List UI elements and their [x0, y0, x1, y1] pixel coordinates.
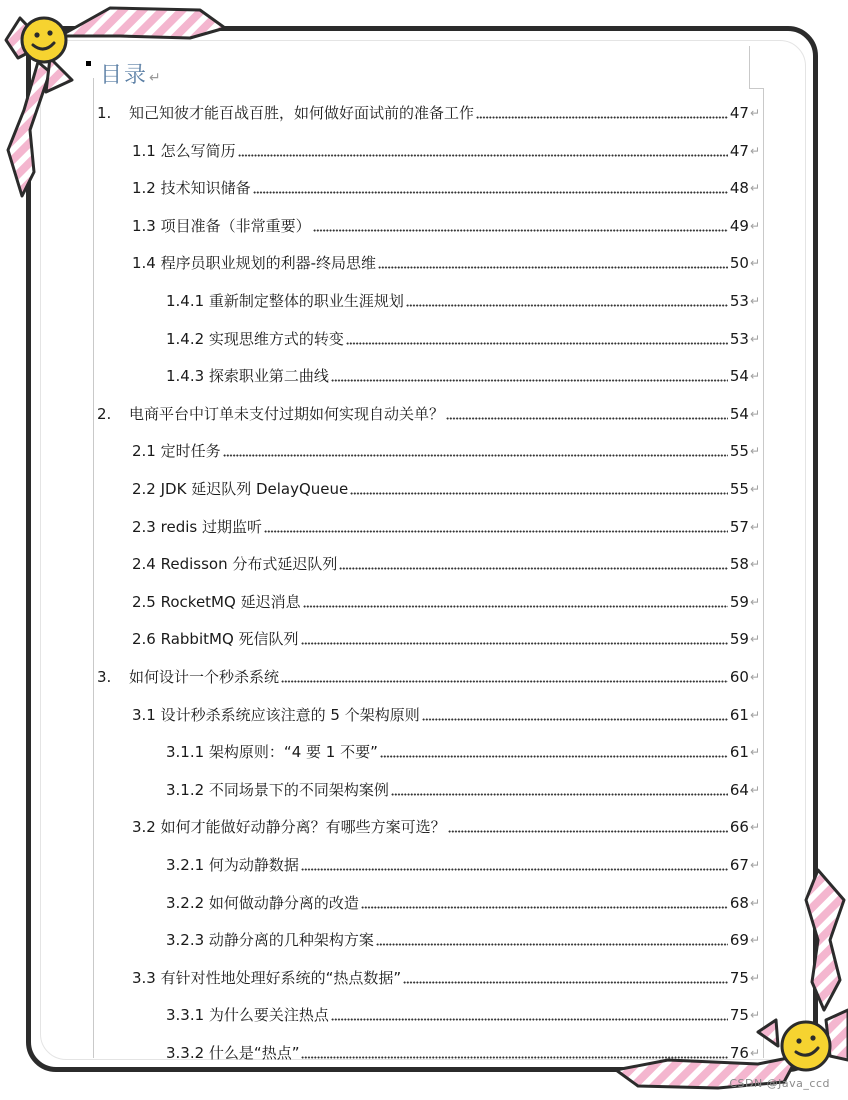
toc-entry[interactable]: [132, 625, 760, 649]
paragraph-mark: ↵: [749, 783, 760, 797]
toc-entry-text: 1.4.1 重新制定整体的职业生涯规划: [166, 292, 404, 310]
toc-entry-text: 2.1 定时任务: [132, 442, 221, 460]
toc-entry-page-number: 59: [729, 593, 749, 611]
paragraph-mark: ↵: [749, 144, 760, 158]
toc-entry-text: 3.1.2 不同场景下的不同架构案例: [166, 781, 389, 799]
toc-dot-leader: [350, 492, 728, 495]
toc-entry[interactable]: [166, 738, 760, 762]
toc-dot-leader: [391, 793, 728, 796]
toc-entry-number: 3.: [97, 668, 112, 686]
toc-entry-page-number: 59: [729, 630, 749, 648]
toc-dot-leader: [446, 417, 728, 420]
toc-dot-leader: [238, 154, 728, 157]
toc-entry-page-number: 69: [729, 931, 749, 949]
toc-dot-leader: [406, 304, 728, 307]
toc-entry[interactable]: [132, 701, 760, 725]
toc-entry-page-number: 68: [729, 894, 749, 912]
toc-entry-page-number: 49: [729, 217, 749, 235]
paragraph-mark: ↵: [749, 670, 760, 684]
toc-entry-number: 2.: [97, 405, 112, 423]
toc-entry-text: 2.3 redis 过期监听: [132, 518, 262, 536]
toc-dot-leader: [253, 191, 728, 194]
paragraph-mark: ↵: [749, 858, 760, 872]
toc-entry-text: 2.2 JDK 延迟队列 DelayQueue: [132, 480, 349, 498]
toc-entry-page-number: 53: [729, 330, 749, 348]
toc-entry[interactable]: [132, 550, 760, 574]
toc-entry-page-number: 67: [729, 856, 749, 874]
toc-entry-text: 1.4.3 探索职业第二曲线: [166, 367, 329, 385]
toc-entry-page-number: 55: [729, 480, 749, 498]
paragraph-mark: ↵: [749, 595, 760, 609]
toc-title: 目录↵: [100, 63, 163, 88]
toc-entry-page-number: 53: [729, 292, 749, 310]
paragraph-mark: ↵: [749, 294, 760, 308]
paragraph-mark: ↵: [749, 933, 760, 947]
toc-entry[interactable]: [132, 813, 760, 837]
paragraph-mark: ↵: [749, 971, 760, 985]
toc-entry-page-number: 75: [729, 969, 749, 987]
toc-entry[interactable]: [132, 437, 760, 461]
toc-entry-page-number: 57: [729, 518, 749, 536]
toc-entry-page-number: 61: [729, 743, 749, 761]
toc-entry[interactable]: [97, 400, 760, 424]
toc-entry-text: 2.6 RabbitMQ 死信队列: [132, 630, 299, 648]
toc-entry-page-number: 66: [729, 818, 749, 836]
toc-dot-leader: [313, 229, 728, 232]
ribbon-bow-bottom-right-decoration: [608, 860, 848, 1100]
toc-entry-page-number: 47: [729, 142, 749, 160]
toc-entry[interactable]: [132, 513, 760, 537]
paragraph-mark: ↵: [749, 632, 760, 646]
toc-dot-leader: [301, 642, 728, 645]
toc-entry-page-number: 54: [729, 367, 749, 385]
toc-entry-page-number: 48: [729, 179, 749, 197]
toc-dot-leader: [380, 755, 728, 758]
toc-dot-leader: [281, 680, 728, 683]
toc-entry-text: 电商平台中订单未支付过期如何实现自动关单？: [129, 405, 445, 423]
paragraph-mark: ↵: [749, 106, 760, 120]
toc-dot-leader: [331, 379, 728, 382]
toc-entry-text: 知己知彼才能百战百胜，如何做好面试前的准备工作: [129, 104, 475, 122]
toc-entry-text: 1.4 程序员职业规划的利器-终局思维: [132, 254, 377, 272]
toc-dot-leader: [264, 530, 728, 533]
toc-entry-page-number: 76: [729, 1044, 749, 1062]
toc-dot-leader: [346, 342, 728, 345]
toc-entry-page-number: 55: [729, 442, 749, 460]
toc-entry-page-number: 47: [729, 104, 749, 122]
toc-entry-text: 3.2 如何才能做好动静分离？有哪些方案可选？: [132, 818, 446, 836]
paragraph-mark: ↵: [749, 820, 760, 834]
toc-entry-page-number: 61: [729, 706, 749, 724]
toc-entry-page-number: 64: [729, 781, 749, 799]
watermark: CSDN @Java_ccd: [729, 1077, 830, 1090]
toc-entry-text: 3.2.2 如何做动静分离的改造: [166, 894, 359, 912]
toc-entry-text: 1.4.2 实现思维方式的转变: [166, 330, 344, 348]
toc-dot-leader: [422, 718, 728, 721]
toc-entry[interactable]: [132, 588, 760, 612]
toc-dot-leader: [223, 454, 728, 457]
paragraph-mark: ↵: [749, 407, 760, 421]
toc-entry-page-number: 58: [729, 555, 749, 573]
toc-entry[interactable]: [132, 475, 760, 499]
toc-entry[interactable]: [166, 776, 760, 800]
toc-entry-text: 3.1.1 架构原则：“4 要 1 不要”: [166, 743, 378, 761]
toc-entry[interactable]: [166, 287, 760, 311]
toc-entry[interactable]: [97, 663, 760, 687]
toc-entry[interactable]: [166, 362, 760, 386]
toc-entry-text: 3.3.1 为什么要关注热点: [166, 1006, 329, 1024]
toc-entry-text: 3.1 设计秒杀系统应该注意的 5 个架构原则: [132, 706, 420, 724]
toc-entry-text: 3.2.3 动静分离的几种架构方案: [166, 931, 374, 949]
toc-entry-page-number: 54: [729, 405, 749, 423]
toc-entry-text: 2.4 Redisson 分布式延迟队列: [132, 555, 338, 573]
paragraph-mark: ↵: [749, 557, 760, 571]
toc-entry-text: 3.3.2 什么是“热点”: [166, 1044, 300, 1062]
toc-entry-page-number: 60: [729, 668, 749, 686]
paragraph-mark: ↵: [749, 256, 760, 270]
toc-dot-leader: [476, 116, 728, 119]
paragraph-mark: ↵: [749, 745, 760, 759]
paragraph-mark: ↵: [749, 708, 760, 722]
toc-dot-leader: [448, 830, 728, 833]
paragraph-mark: ↵: [749, 181, 760, 195]
paragraph-mark: ↵: [149, 70, 163, 86]
toc-dot-leader: [378, 266, 728, 269]
toc-entry-page-number: 75: [729, 1006, 749, 1024]
toc-entry-page-number: 50: [729, 254, 749, 272]
toc-entry-text: 1.1 怎么写简历: [132, 142, 236, 160]
paragraph-mark: ↵: [749, 332, 760, 346]
ribbon-bow-top-left-decoration: [0, 0, 240, 240]
paragraph-mark: ↵: [749, 1008, 760, 1022]
toc-entry-text: 3.2.1 何为动静数据: [166, 856, 299, 874]
toc-dot-leader: [303, 605, 728, 608]
toc-entry-text: 1.2 技术知识储备: [132, 179, 251, 197]
paragraph-mark: ↵: [749, 219, 760, 233]
paragraph-mark: ↵: [749, 369, 760, 383]
paragraph-mark: ↵: [749, 482, 760, 496]
paragraph-mark: ↵: [749, 444, 760, 458]
toc-entry[interactable]: [166, 325, 760, 349]
toc-entry-text: 2.5 RocketMQ 延迟消息: [132, 593, 301, 611]
toc-entry[interactable]: [132, 249, 760, 273]
toc-entry-text: 如何设计一个秒杀系统: [129, 668, 280, 686]
toc-entry-text: 3.3 有针对性地处理好系统的“热点数据”: [132, 969, 402, 987]
toc-entry-text: 1.3 项目准备（非常重要）: [132, 217, 311, 235]
toc-dot-leader: [339, 567, 727, 570]
paragraph-mark: ↵: [749, 520, 760, 534]
toc-entry-number: 1.: [97, 104, 112, 122]
paragraph-mark: ↵: [749, 896, 760, 910]
paragraph-mark: ↵: [749, 1046, 760, 1060]
